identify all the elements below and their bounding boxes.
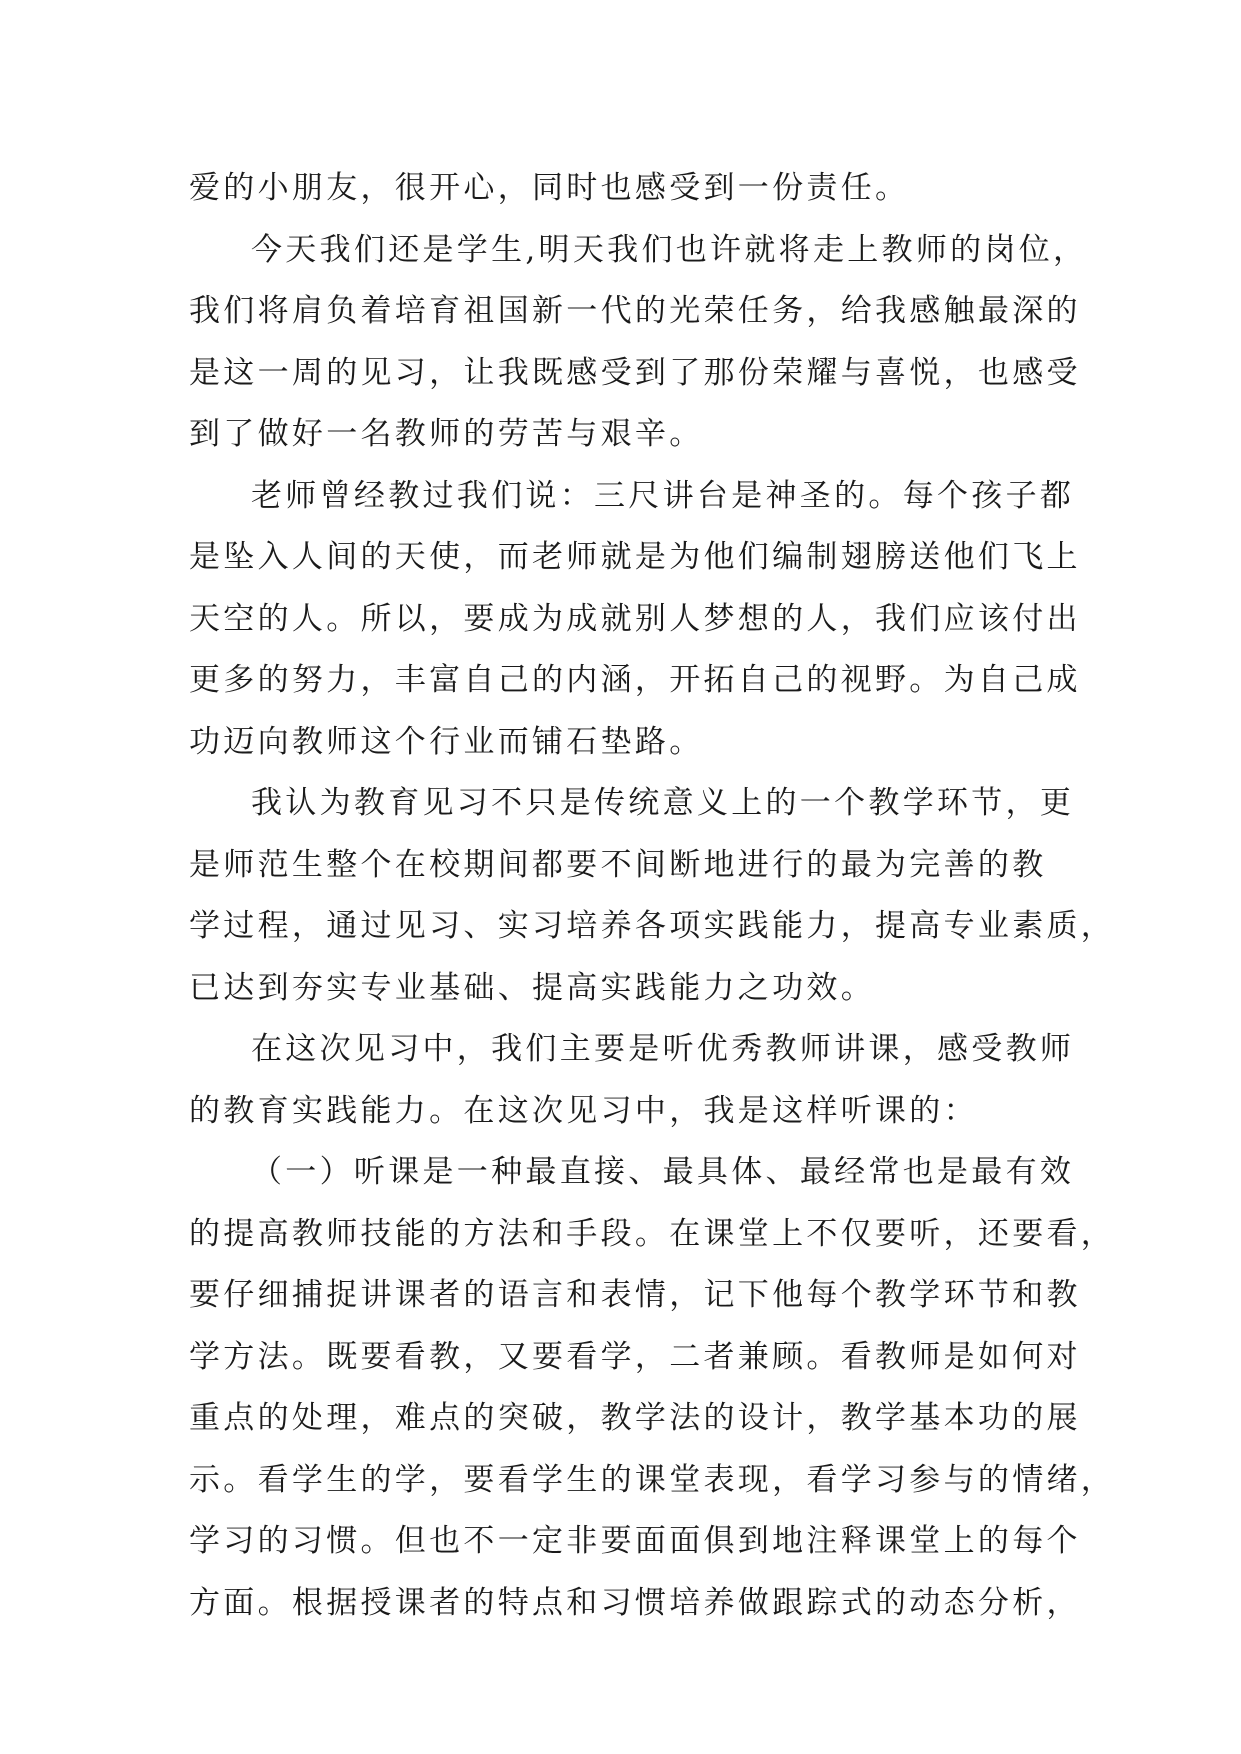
paragraph-start-line: （一）听课是一种最直接、最具体、最经常也是最有效 xyxy=(251,1154,1075,1190)
text-line: 我们将肩负着培育祖国新一代的光荣任务，给我感触最深的 xyxy=(189,293,1081,329)
paragraph-start-line: 老师曾经教过我们说：三尺讲台是神圣的。每个孩子都 xyxy=(251,477,1075,514)
text-line: 学方法。既要看教，又要看学，二者兼顾。看教师是如何对 xyxy=(189,1338,1081,1375)
text-line: 重点的处理，难点的突破，教学法的设计，教学基本功的展 xyxy=(189,1400,1081,1436)
text-line: 功迈向教师这个行业而铺石垫路。 xyxy=(189,723,704,760)
paragraph-start-line: 今天我们还是学生,明天我们也许就将走上教师的岗位， xyxy=(251,231,1088,268)
text-line: 学习的习惯。但也不一定非要面面俱到地注释课堂上的每个 xyxy=(189,1523,1081,1559)
text-line: 的教育实践能力。在这次见习中，我是这样听课的： xyxy=(189,1092,978,1129)
text-line: 是这一周的见习，让我既感受到了那份荣耀与喜悦，也感受 xyxy=(189,354,1081,391)
text-line: 到了做好一名教师的劳苦与艰辛。 xyxy=(189,416,704,452)
text-line: 已达到夯实专业基础、提高实践能力之功效。 xyxy=(189,969,875,1006)
text-line: 的提高教师技能的方法和手段。在课堂上不仅要听，还要看， xyxy=(189,1215,1116,1252)
body-text xyxy=(189,158,1116,1634)
text-line: 更多的努力，丰富自己的内涵，开拓自己的视野。为自己成 xyxy=(189,662,1081,698)
text-line: 是坠入人间的天使，而老师就是为他们编制翅膀送他们飞上 xyxy=(189,539,1081,575)
text-line: 示。看学生的学，要看学生的课堂表现，看学习参与的情绪， xyxy=(189,1461,1116,1498)
text-line: 是师范生整个在校期间都要不间断地进行的最为完善的教 xyxy=(189,846,1047,883)
text-line: 要仔细捕捉讲课者的语言和表情，记下他每个教学环节和教 xyxy=(189,1277,1081,1313)
text-line: 方面。根据授课者的特点和习惯培养做跟踪式的动态分析， xyxy=(189,1584,1081,1621)
text-line: 爱的小朋友，很开心，同时也感受到一份责任。 xyxy=(189,170,910,206)
paragraph-start-line: 在这次见习中，我们主要是听优秀教师讲课，感受教师 xyxy=(251,1031,1075,1067)
text-line: 天空的人。所以，要成为成就别人梦想的人，我们应该付出 xyxy=(189,600,1081,637)
paragraph-start-line: 我认为教育见习不只是传统意义上的一个教学环节，更 xyxy=(251,785,1075,821)
text-line: 学过程，通过见习、实习培养各项实践能力，提高专业素质， xyxy=(189,908,1116,944)
